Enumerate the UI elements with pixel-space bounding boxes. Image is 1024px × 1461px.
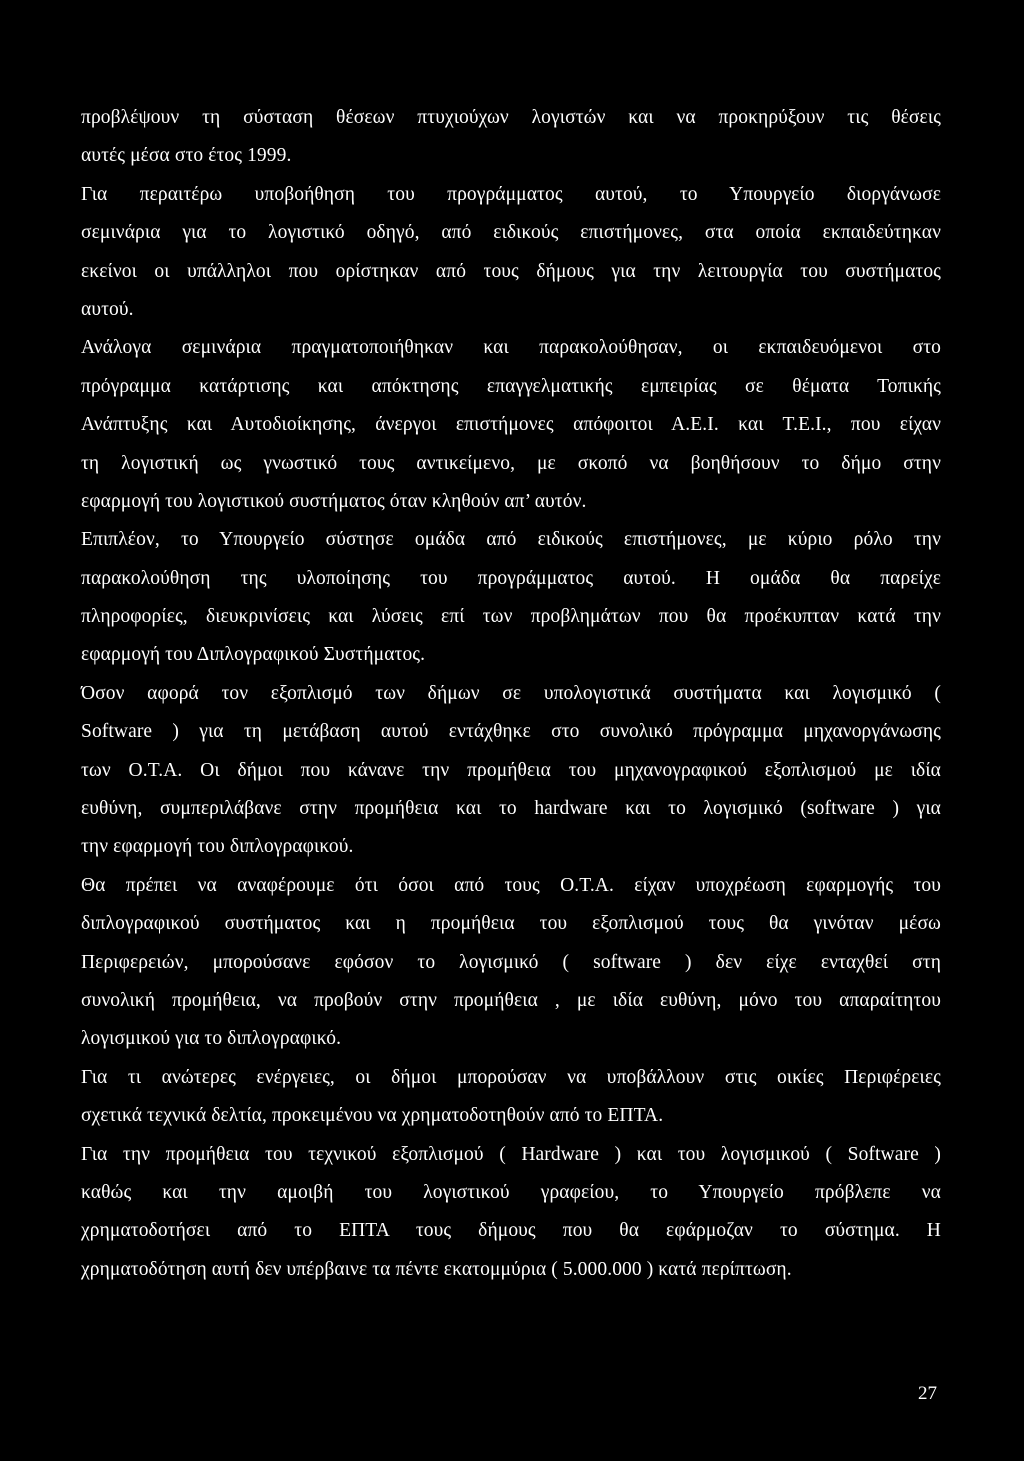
text-line: Software ) για τη μετάβαση αυτού εντάχθηκε στο συνολικό πρόγραμμα μηχανοργάνωσης: [81, 721, 941, 743]
text-line: χρηματοδότηση αυτή δεν υπέρβαινε τα πέντε εκατομμύρια ( 5.000.000 ) κατά περίπτωση.: [81, 1258, 792, 1280]
text-line: Για περαιτέρω υποβοήθηση του προγράμματος αυτού, το Υπουργείο διοργάνωσε: [81, 183, 941, 205]
text-line: εφαρμογή του λογιστικού συστήματος όταν κληθούν απ’ αυτόν.: [81, 490, 587, 512]
text-line: αυτές μέσα στο έτος 1999.: [81, 145, 292, 167]
text-line: Περιφερειών, μπορούσανε εφόσον το λογισμικό ( software ) δεν είχε ενταχθεί στη: [81, 951, 941, 973]
text-line: αυτού.: [81, 298, 134, 320]
text-line: προβλέψουν τη σύσταση θέσεων πτυχιούχων λογιστών και να προκηρύξουν τις θέσεις: [81, 107, 941, 128]
text-line: εκείνοι οι υπάλληλοι που ορίστηκαν από τους δήμους για την λειτουργία του συστήματος: [81, 260, 941, 282]
text-line: Επιπλέον, το Υπουργείο σύστησε ομάδα από ειδικούς επιστήμονες, με κύριο ρόλο την: [81, 529, 941, 551]
text-line: παρακολούθηση της υλοποίησης του προγράμματος αυτού. Η ομάδα θα παρείχε: [81, 567, 941, 589]
text-line: Για τι ανώτερες ενέργειες, οι δήμοι μπορούσαν να υποβάλλουν στις οικίες Περιφέρειες: [81, 1066, 941, 1088]
text-line: Όσον αφορά τον εξοπλισμό των δήμων σε υπολογιστικά συστήματα και λογισμικό (: [81, 682, 941, 704]
text-line: πρόγραμμα κατάρτισης και απόκτησης επαγγελματικής εμπειρίας σε θέματα Τοπικής: [81, 375, 941, 397]
text-line: διπλογραφικού συστήματος και η προμήθεια του εξοπλισμού τους θα γινόταν μέσω: [81, 913, 941, 935]
text-line: σεμινάρια για το λογιστικό οδηγό, από ειδικούς επιστήμονες, στα οποία εκπαιδεύτηκαν: [81, 222, 941, 244]
text-line: Θα πρέπει να αναφέρουμε ότι όσοι από τους Ο.Τ.Α. είχαν υποχρέωση εφαρμογής του: [81, 874, 941, 896]
text-line: Για την προμήθεια του τεχνικού εξοπλισμού ( Hardware ) και του λογισμικού ( Software ): [81, 1143, 941, 1165]
text-line: πληροφορίες, διευκρινίσεις και λύσεις επί των προβλημάτων που θα προέκυπταν κατά την: [81, 606, 941, 628]
text-line: Ανάπτυξης και Αυτοδιοίκησης, άνεργοι επιστήμονες απόφοιτοι Α.Ε.Ι. και Τ.Ε.Ι., που είχαν: [81, 414, 941, 436]
text-line: χρηματοδοτήσει από το ΕΠΤΑ τους δήμους που θα εφάρμοζαν το σύστημα. Η: [81, 1220, 941, 1242]
text-line: ευθύνη, συμπεριλάβανε στην προμήθεια και το hardware και το λογισμικό (software ) για: [81, 798, 941, 820]
text-line: καθώς και την αμοιβή του λογιστικού γραφείου, το Υπουργείο πρόβλεπε να: [81, 1181, 941, 1203]
text-line: σχετικά τεχνικά δελτία, προκειμένου να χρηματοδοτηθούν από το ΕΠΤΑ.: [81, 1105, 664, 1127]
text-line: εφαρμογή του Διπλογραφικού Συστήματος.: [81, 644, 426, 666]
text-line: Ανάλογα σεμινάρια πραγματοποιήθηκαν και παρακολούθησαν, οι εκπαιδευόμενοι στο: [81, 337, 941, 359]
document-body: [81, 99, 941, 1289]
text-line: λογισμικού για το διπλογραφικό.: [81, 1028, 342, 1050]
text-line: των Ο.Τ.Α. Οι δήμοι που κάνανε την προμήθεια του μηχανογραφικού εξοπλισμού με ιδία: [81, 759, 941, 781]
text-line: την εφαρμογή του διπλογραφικού.: [81, 836, 354, 858]
text-line: συνολική προμήθεια, να προβούν στην προμήθεια , με ιδία ευθύνη, μόνο του απαραίτητου: [81, 989, 941, 1011]
text-line: τη λογιστική ως γνωστικό τους αντικείμενο, με σκοπό να βοηθήσουν το δήμο στην: [81, 452, 941, 474]
page-number: 27: [918, 1383, 937, 1404]
